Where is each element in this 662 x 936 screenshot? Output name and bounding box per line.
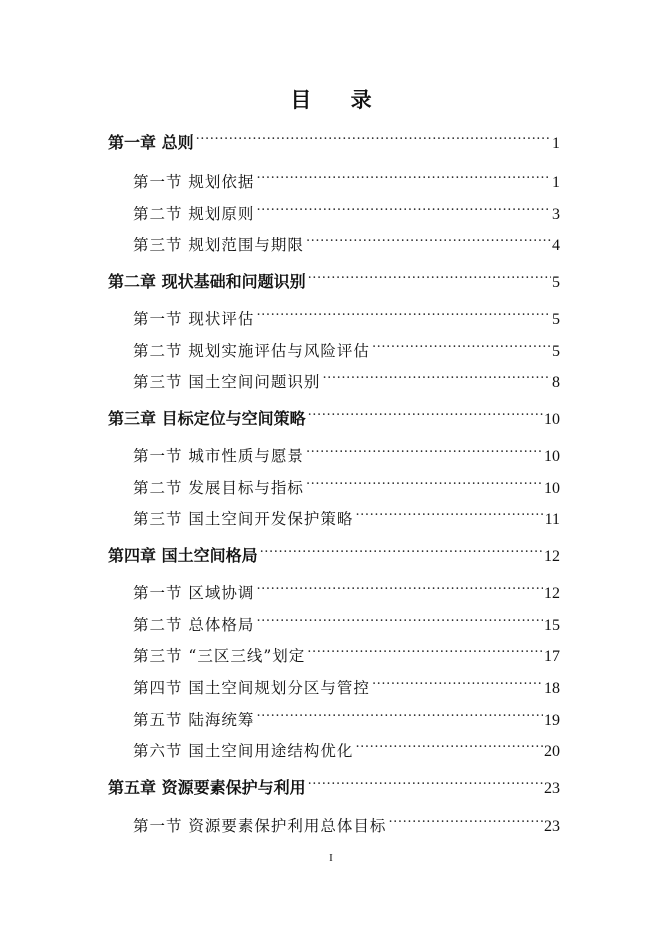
toc-page-number: 10 xyxy=(544,448,560,465)
toc-page-number: 10 xyxy=(544,480,560,497)
dot-leader xyxy=(306,400,543,424)
toc-page-number: 17 xyxy=(544,648,560,665)
toc-page-number: 23 xyxy=(544,780,560,797)
toc-entry-label: 第二节 发展目标与指标 xyxy=(133,479,304,497)
toc-page-number: 15 xyxy=(544,617,560,634)
toc-entry-label: 第六节 国土空间用途结构优化 xyxy=(133,742,354,760)
dot-leader xyxy=(370,669,543,693)
dot-leader xyxy=(306,769,543,793)
toc-chapter-2[interactable] xyxy=(108,263,560,291)
toc-entry-label: 第三节 “三区三线”划定 xyxy=(133,647,306,665)
toc-entry-label: 第三章 目标定位与空间策略 xyxy=(108,409,306,428)
dot-leader xyxy=(254,300,551,324)
toc-entry-label: 第二节 总体格局 xyxy=(133,616,255,634)
toc-entry-label: 第四章 国土空间格局 xyxy=(108,546,258,565)
toc-entry-label: 第四节 国土空间规划分区与管控 xyxy=(133,679,370,697)
dot-leader xyxy=(353,732,543,756)
dot-leader xyxy=(305,637,543,661)
toc-chapter-5[interactable] xyxy=(108,769,560,797)
dot-leader xyxy=(306,263,551,287)
dot-leader xyxy=(254,195,551,219)
toc-section-4-4[interactable] xyxy=(133,669,560,697)
toc-chapter-3[interactable] xyxy=(108,400,560,428)
toc-entry-label: 第一节 城市性质与愿景 xyxy=(133,447,304,465)
dot-leader xyxy=(320,363,551,387)
toc-page-number: 20 xyxy=(544,743,560,760)
dot-leader xyxy=(254,606,543,630)
dot-leader xyxy=(386,807,543,831)
dot-leader xyxy=(304,469,543,493)
toc-entry-label: 第一章 总则 xyxy=(108,133,194,152)
toc-section-3-2[interactable] xyxy=(133,469,560,497)
toc-entry-label: 第三节 国土空间问题识别 xyxy=(133,373,321,391)
toc-page-number: 19 xyxy=(544,712,560,729)
toc-section-4-1[interactable] xyxy=(133,574,560,602)
toc-entry-label: 第五章 资源要素保护与利用 xyxy=(108,778,306,797)
dot-leader xyxy=(254,574,543,598)
dot-leader xyxy=(254,163,551,187)
toc-section-3-1[interactable] xyxy=(133,437,560,465)
toc-page-number: 18 xyxy=(544,680,560,697)
toc-section-4-3[interactable] xyxy=(133,637,560,665)
toc-page-number: 12 xyxy=(544,585,560,602)
toc-section-1-1[interactable] xyxy=(133,163,560,191)
toc-section-4-2[interactable] xyxy=(133,606,560,634)
toc-entry-label: 第三节 国土空间开发保护策略 xyxy=(133,510,354,528)
toc-page-number: 5 xyxy=(552,274,560,291)
toc-entry-label: 第五节 陆海统筹 xyxy=(133,711,255,729)
toc-entry-label: 第二节 规划原则 xyxy=(133,205,255,223)
toc-entry-label: 第一节 规划依据 xyxy=(133,173,255,191)
toc-section-1-3[interactable] xyxy=(133,226,560,254)
toc-section-2-3[interactable] xyxy=(133,363,560,391)
dot-leader xyxy=(304,437,543,461)
toc-entry-label: 第三节 规划范围与期限 xyxy=(133,236,304,254)
toc-entry-label: 第一节 现状评估 xyxy=(133,310,255,328)
dot-leader xyxy=(304,226,551,250)
toc-chapter-1[interactable] xyxy=(108,124,560,152)
toc-page-number: 11 xyxy=(544,511,560,528)
toc-entry-label: 第二章 现状基础和问题识别 xyxy=(108,272,306,291)
toc-page-number: 3 xyxy=(552,206,560,223)
toc-section-1-2[interactable] xyxy=(133,195,560,223)
dot-leader xyxy=(353,500,543,524)
toc-page-number: 23 xyxy=(544,818,560,835)
toc-entry-label: 第二节 规划实施评估与风险评估 xyxy=(133,342,370,360)
toc-chapter-4[interactable] xyxy=(108,537,560,565)
toc-entry-label: 第一节 资源要素保护利用总体目标 xyxy=(133,817,387,835)
dot-leader xyxy=(254,701,543,725)
toc-section-3-3[interactable] xyxy=(133,500,560,528)
toc-page-number: 12 xyxy=(544,548,560,565)
toc-page-number: 4 xyxy=(552,237,560,254)
toc-section-4-6[interactable] xyxy=(133,732,560,760)
dot-leader xyxy=(370,332,551,356)
toc-page-number: 10 xyxy=(544,411,560,428)
toc-page-number: 1 xyxy=(552,174,560,191)
toc-page-number: 5 xyxy=(552,343,560,360)
toc-section-4-5[interactable] xyxy=(133,701,560,729)
toc-section-5-1[interactable] xyxy=(133,807,560,835)
toc-entry-label: 第一节 区域协调 xyxy=(133,584,255,602)
page-title: 目 录 xyxy=(290,88,388,112)
dot-leader xyxy=(258,537,543,561)
toc-section-2-1[interactable] xyxy=(133,300,560,328)
toc-page-number: 8 xyxy=(552,374,560,391)
toc-section-2-2[interactable] xyxy=(133,332,560,360)
page-footer-number: I xyxy=(329,852,333,864)
toc-page-number: 5 xyxy=(552,311,560,328)
toc-page-number: 1 xyxy=(552,135,560,152)
dot-leader xyxy=(194,124,551,148)
